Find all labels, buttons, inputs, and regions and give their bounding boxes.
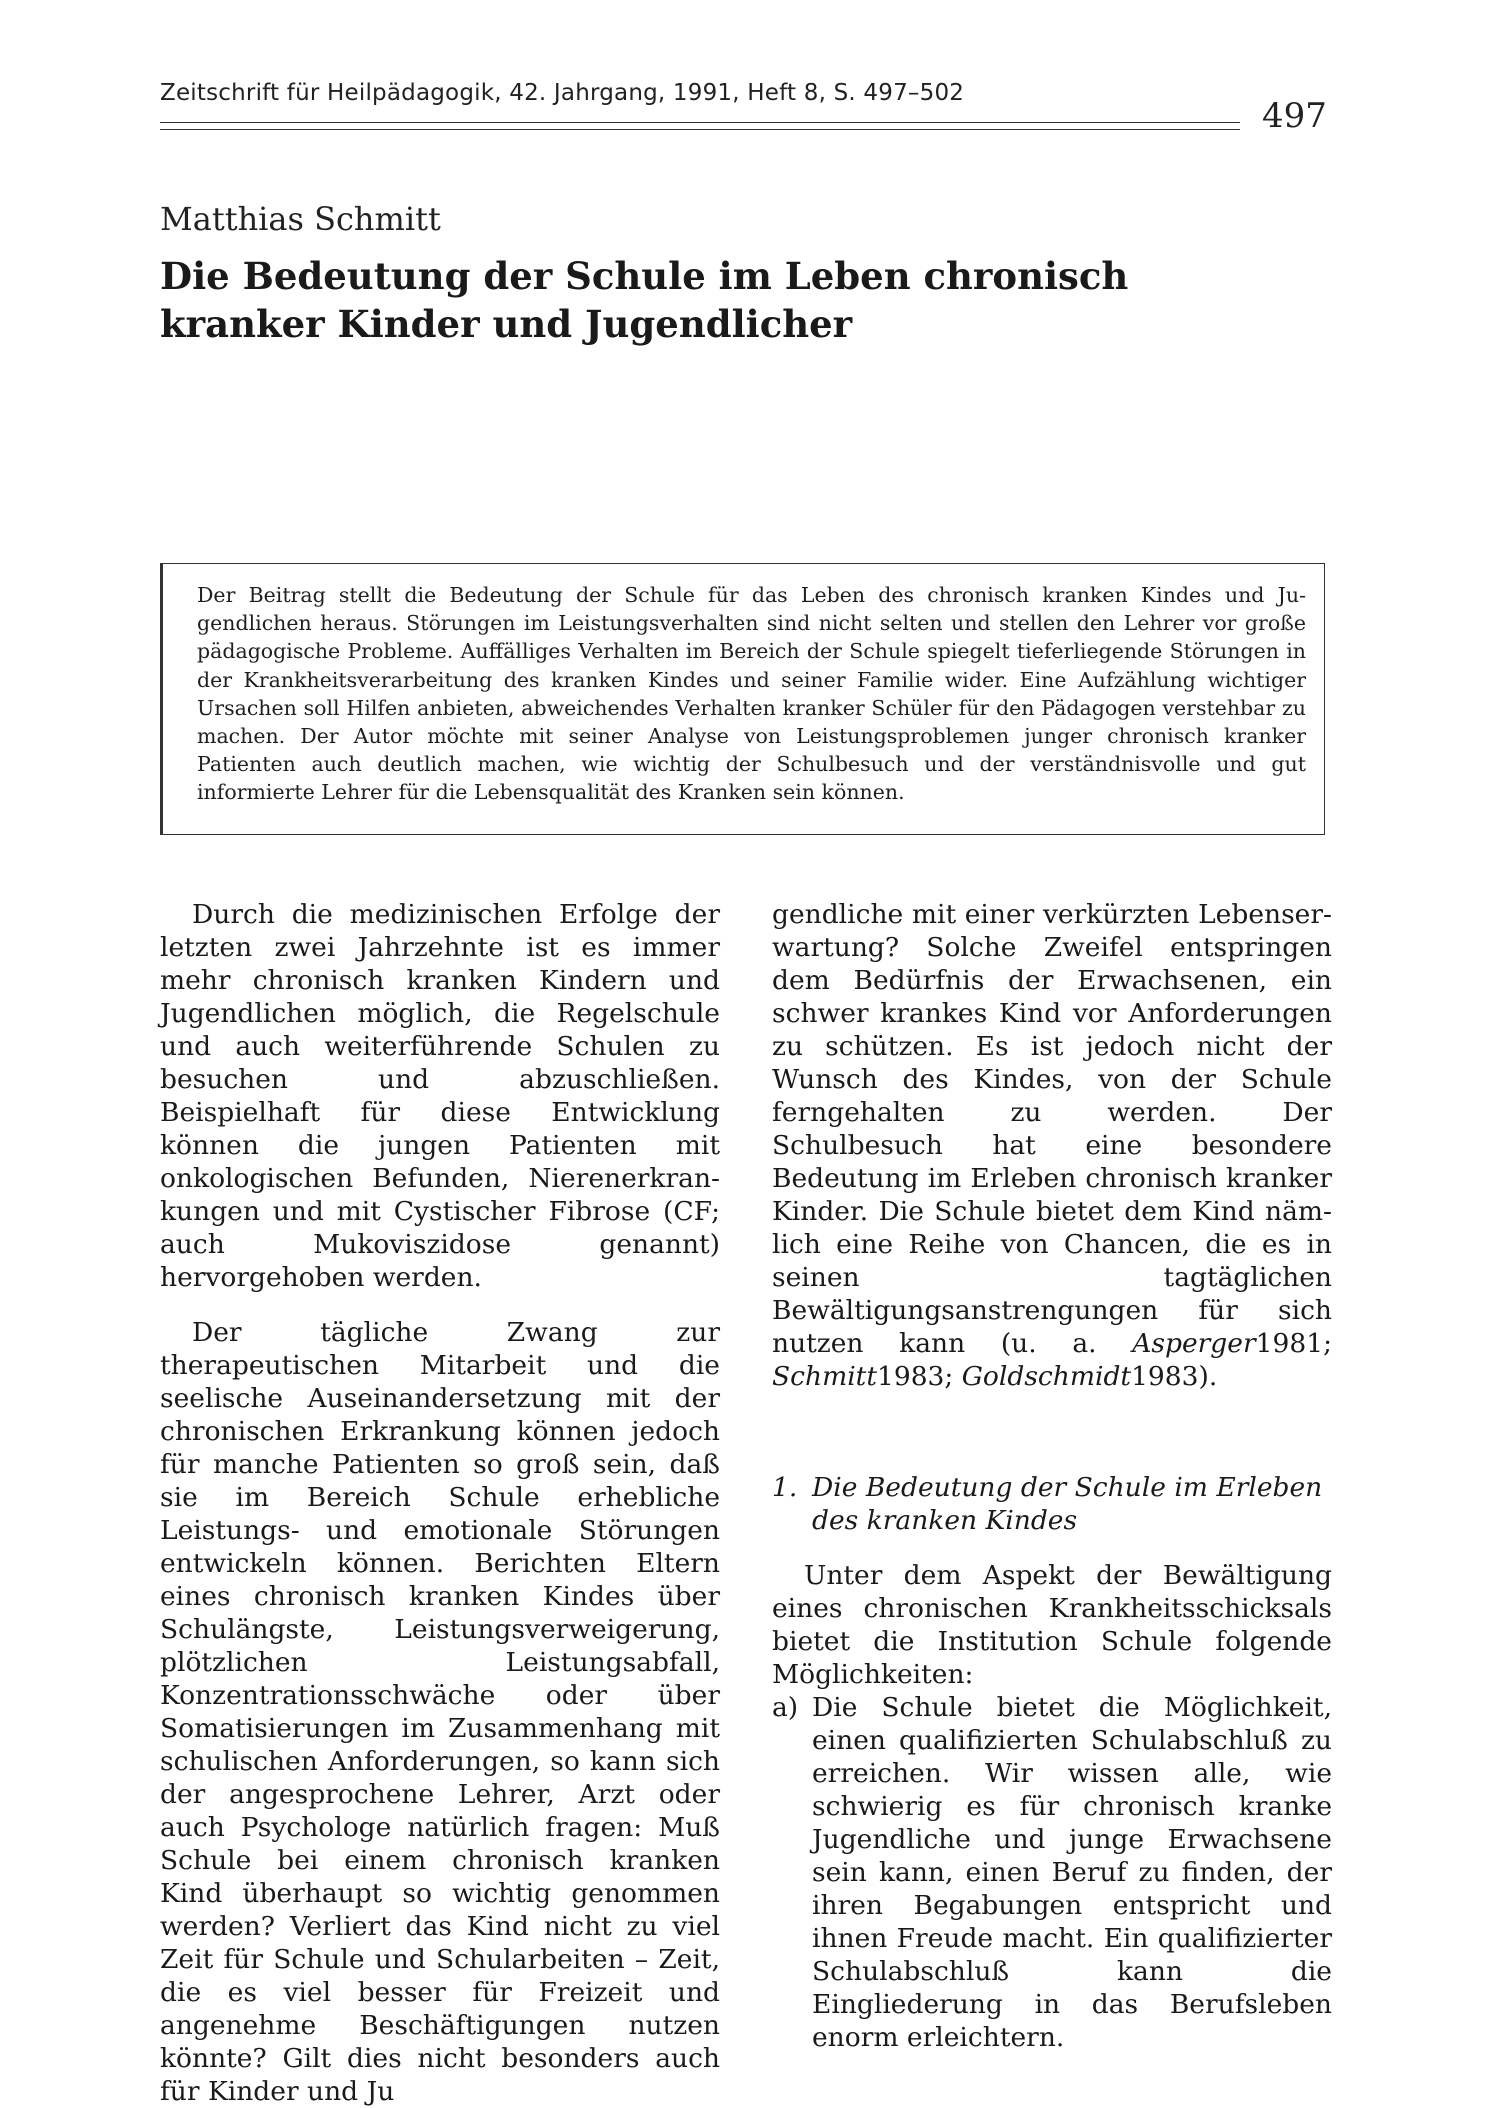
body-paragraph: Durch die medizinischen Erfolge der letzten zwei Jahrzehnte ist es immer mehr chronisch kranken Kindern und Jugendlichen möglich, die Regelschule und auch weiterführende Schulen zu besuchen und abzuschließen. Beispielhaft für diese Entwicklung können die jungen Patienten mit onkologischen Befunden, Nierenerkrankungen und mit Cystischer Fibrose (CF; auch Mukoviszidose genannt) hervorgehoben werden. — [160, 899, 720, 1293]
citation-author: Schmitt — [772, 1361, 877, 1392]
abstract-box — [160, 563, 1325, 835]
citation-year: 1983; — [876, 1361, 962, 1392]
body-paragraph: Der tägliche Zwang zur therapeutischen Mitarbeit und die seelische Auseinandersetzung mit der chronischen Erkrankung können jedoch für manche Patienten so groß sein, daß sie im Bereich Schule erhebliche Leistungs- und emotionale Störungen entwickeln können. Berichten Eltern eines chronisch kranken Kindes über Schulängste, Leistungsverweigerung, plötzlichen Leistungsabfall, Konzentrationsschwäche oder über Somatisierungen im Zusammenhang mit schulischen Anforderungen, so kann sich der angesprochene Lehrer, Arzt oder auch Psychologe natürlich fragen: Muß Schule bei einem chronisch kranken Kind überhaupt so wichtig genommen werden? Verliert das Kind nicht zu viel Zeit für Schule und Schularbeiten – Zeit, die es viel besser für Freizeit und angenehme Beschäftigungen nutzen könnte? Gilt dies nicht besonders auch für Kinder und Ju — [160, 1317, 720, 2107]
citation-year: 1981; — [1255, 1328, 1332, 1359]
section-heading — [772, 1471, 1332, 1537]
section-intro-paragraph: Unter dem Aspekt der Bewältigung eines chronischen Krankheitsschicksals bietet die Institution Schule folgende Möglichkeiten: — [772, 1560, 1332, 1690]
list-item-text: Die Schule bietet die Möglichkeit, einen qualifizierten Schulabschluß zu erreichen. Wir wissen alle, wie schwierig es für chronisch kranke Jugendliche und junge Erwachsene sein kann, einen Beruf zu finden, der ihren Begabungen entspricht und ihnen Freude macht. Ein qualifizierter Schulabschluß kann die Eingliederung in das Berufsleben enorm erleichtern. — [812, 1692, 1332, 2053]
article-title: Die Bedeutung der Schule im Leben chronisch kranker Kinder und Jugendlicher — [160, 254, 1129, 346]
section-title: Die Bedeutung der Schule im Erleben des kranken Kindes — [812, 1472, 1323, 1536]
list-item — [772, 1691, 1332, 2054]
list-marker: a) — [772, 1692, 799, 1723]
header-double-rule — [160, 122, 1240, 130]
abstract-text: Der Beitrag stellt die Bedeutung der Schule für das Leben des chronisch kranken Kindes und Jugendlichen heraus. Störungen im Leistungsverhalten sind nicht selten und stellen den Lehrer vor große pädagogische Probleme. Auffälliges Verhalten im Bereich der Schule spiegelt tieferliegende Störungen in der Krankheitsverarbeitung des kranken Kindes und seiner Familie wider. Eine Aufzählung wichtiger Ursachen soll Hilfen anbieten, abweichendes Verhalten kranker Schüler für den Pädagogen verstehbar zu machen. Der Autor möchte mit seiner Analyse von Leistungsproblemen junger chronisch kranker Patienten auch deutlich machen, wie wichtig der Schulbesuch und der verständnisvolle und gut informierte Lehrer für die Lebensqualität des Kranken sein können. — [197, 583, 1306, 805]
section-number: 1. — [772, 1472, 798, 1503]
body-column-right — [772, 898, 1332, 2054]
citation-year: 1983). — [1131, 1361, 1218, 1392]
continued-text: gendliche mit einer verkürzten Lebenserwartung? Solche Zweifel entspringen dem Bedürfnis der Erwachsenen, ein schwer krankes Kind vor Anforderungen zu schützen. Es ist jedoch nicht der Wunsch des Kindes, von der Schule ferngehalten zu werden. Der Schulbesuch hat eine besondere Bedeutung im Erleben chronisch kranker Kinder. Die Schule bietet dem Kind nämlich eine Reihe von Chancen, die es in seinen tagtäglichen Bewältigungsanstrengungen für sich nutzen kann (u. a. — [772, 899, 1332, 1359]
citation-author: Asperger — [1132, 1328, 1256, 1359]
journal-citation: Zeitschrift für Heilpädagogik, 42. Jahrgang, 1991, Heft 8, S. 497–502 — [160, 80, 965, 106]
author-name: Matthias Schmitt — [160, 200, 441, 238]
body-paragraph-continued — [772, 898, 1332, 1393]
body-column-left — [160, 898, 720, 2108]
page-number: 497 — [1262, 96, 1327, 136]
citation-author: Goldschmidt — [961, 1361, 1132, 1392]
